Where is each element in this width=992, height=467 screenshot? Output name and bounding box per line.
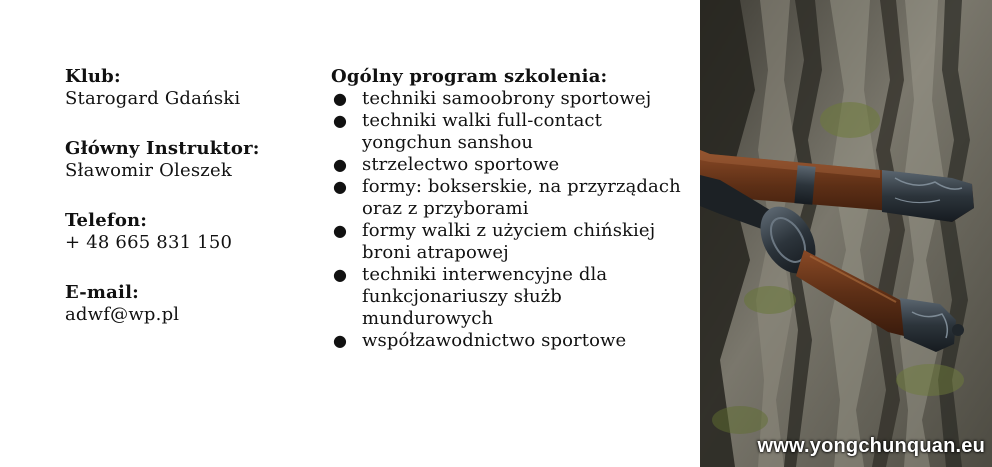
- program-item: [331, 88, 691, 110]
- email-label: E-mail:: [65, 282, 139, 303]
- website-url: www.yongchunquan.eu: [757, 435, 985, 457]
- program-item-text: techniki walki full-contact yongchun sanshou: [362, 110, 602, 153]
- training-program: [331, 66, 691, 352]
- program-item: [331, 176, 691, 220]
- program-item-text: formy walki z użyciem chińskiej broni atrapowej: [362, 220, 656, 263]
- program-item: [331, 154, 691, 176]
- program-item-text: formy: bokserskie, na przyrządach oraz z przyborami: [362, 176, 681, 219]
- email-field: [65, 282, 305, 326]
- program-title: Ogólny program szkolenia:: [331, 66, 608, 87]
- program-item: [331, 264, 691, 330]
- bullet-icon: ●: [333, 89, 348, 108]
- program-item-text: strzelectwo sportowe: [362, 154, 560, 175]
- sword-photo: [700, 0, 992, 467]
- bullet-icon: ●: [333, 111, 348, 130]
- instructor-field: [65, 138, 305, 182]
- club-field: [65, 66, 305, 110]
- bullet-icon: ●: [333, 265, 348, 284]
- program-list: [331, 88, 691, 352]
- phone-field: [65, 210, 305, 254]
- bullet-icon: ●: [333, 221, 348, 240]
- program-item-text: techniki samoobrony sportowej: [362, 88, 652, 109]
- contact-info: [65, 66, 305, 354]
- phone-label: Telefon:: [65, 210, 148, 231]
- program-item-text: techniki interwencyjne dla funkcjonariuszy służb mundurowych: [362, 264, 608, 329]
- phone-value: + 48 665 831 150: [65, 232, 233, 253]
- instructor-value: Sławomir Oleszek: [65, 160, 232, 181]
- bullet-icon: ●: [333, 155, 348, 174]
- instructor-label: Główny Instruktor:: [65, 138, 260, 159]
- sword-on-bark-illustration: [700, 0, 992, 467]
- program-item-text: współzawodnictwo sportowe: [362, 330, 627, 351]
- program-item: [331, 220, 691, 264]
- email-value: adwf@wp.pl: [65, 304, 180, 325]
- program-item: [331, 330, 691, 352]
- bullet-icon: ●: [333, 331, 348, 350]
- bullet-icon: ●: [333, 177, 348, 196]
- club-label: Klub:: [65, 66, 121, 87]
- club-value: Starogard Gdański: [65, 88, 241, 109]
- program-item: [331, 110, 691, 154]
